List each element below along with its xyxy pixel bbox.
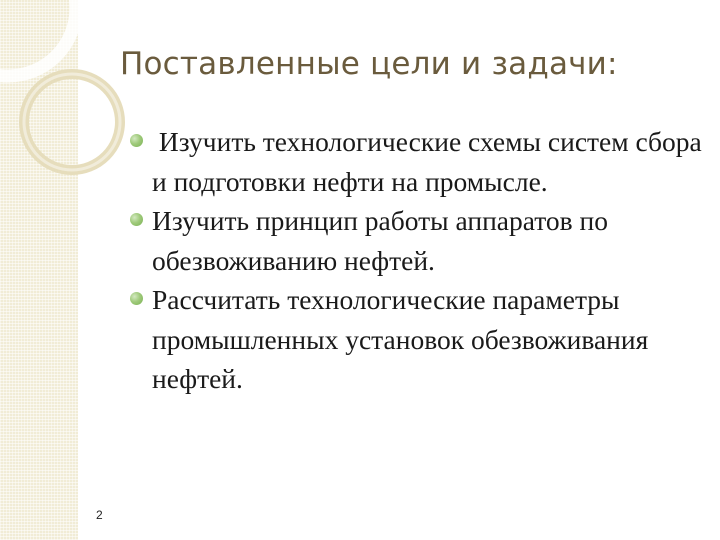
bullet-item xyxy=(130,201,710,280)
green-circle-bullet-icon xyxy=(130,134,143,147)
bullet-item xyxy=(130,280,710,399)
bullet-text: Изучить технологические схемы систем сбора и подготовки нефти на промысле. xyxy=(152,126,709,197)
bullet-text: Рассчитать технологические параметры промышленных установок обезвоживания нефтей. xyxy=(152,284,649,394)
slide-title: Поставленные цели и задачи: xyxy=(120,46,618,82)
green-circle-bullet-icon xyxy=(130,292,143,305)
bullet-text: Изучить принцип работы аппаратов по обезвоживанию нефтей. xyxy=(152,205,608,276)
bullet-item xyxy=(130,122,710,201)
circle-ornament-icon xyxy=(0,0,140,200)
page-number: 2 xyxy=(96,508,103,522)
bullet-list xyxy=(130,122,710,399)
green-circle-bullet-icon xyxy=(130,213,143,226)
